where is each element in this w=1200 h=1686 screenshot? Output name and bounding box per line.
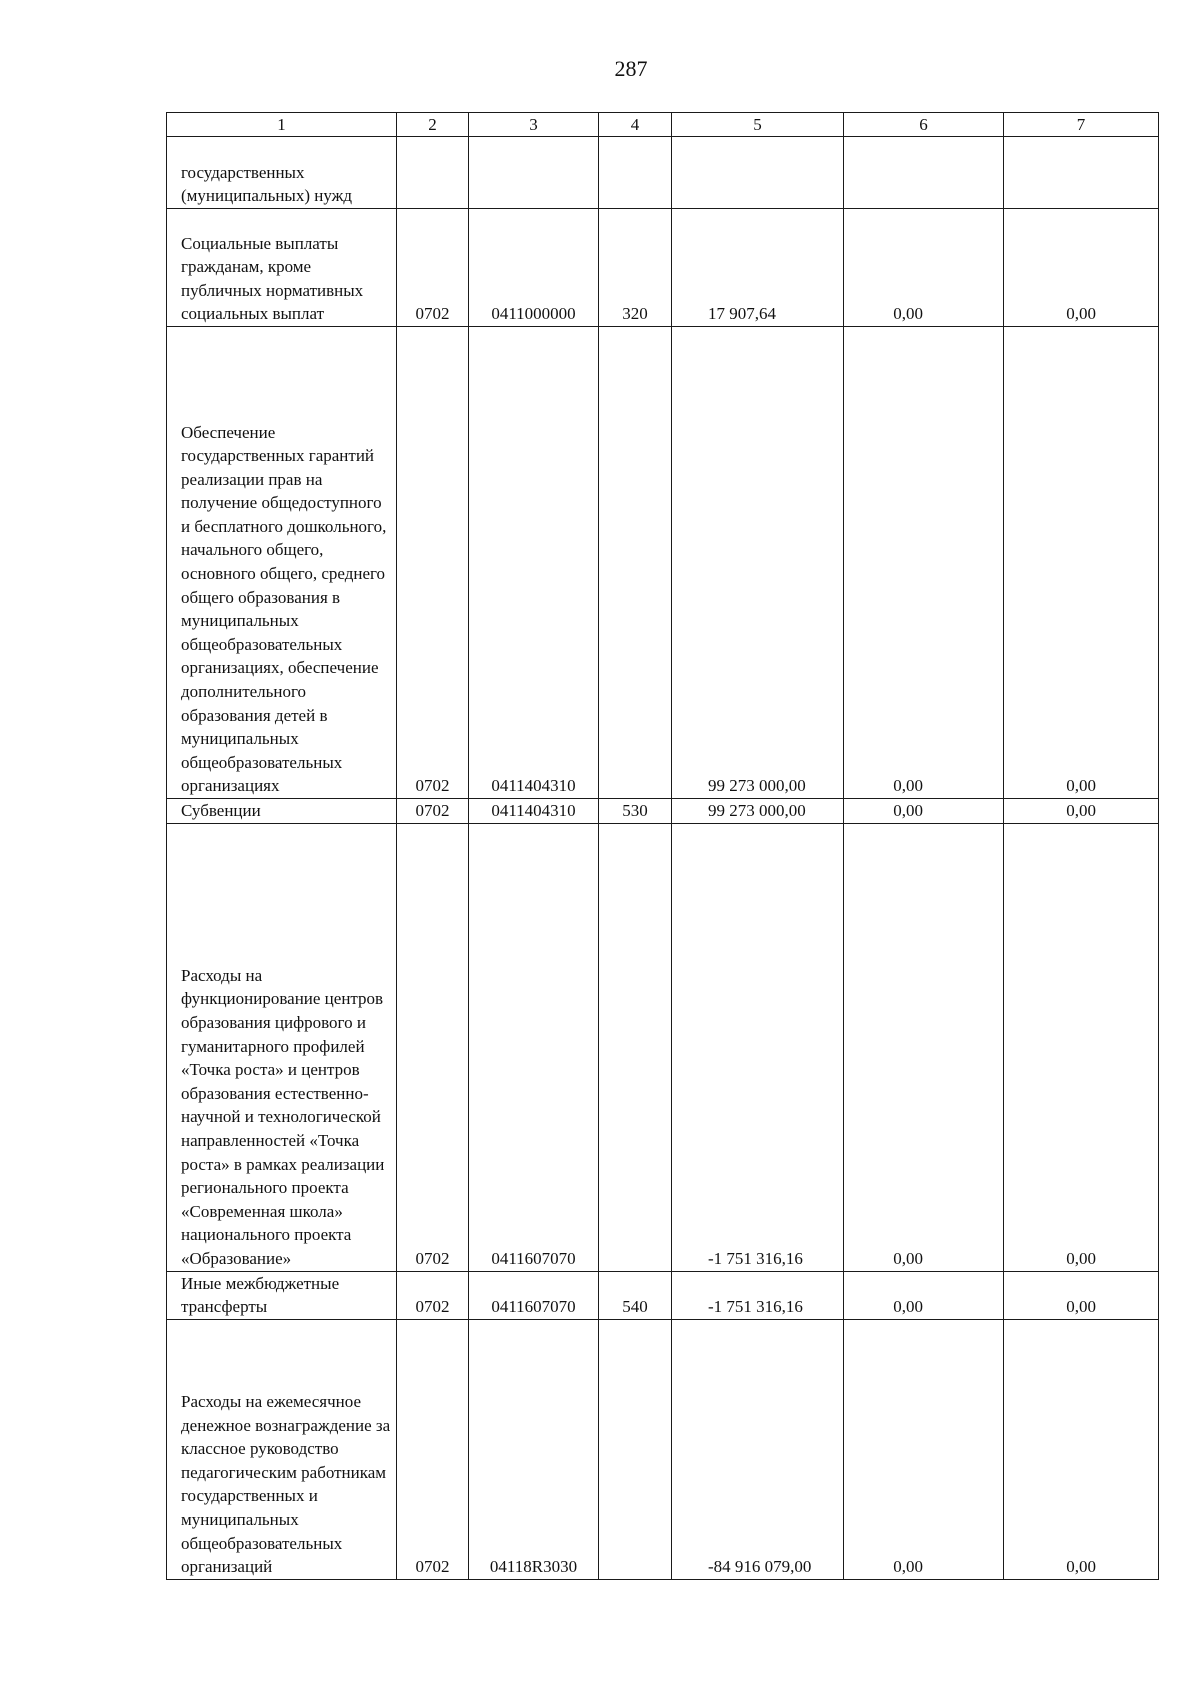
row-target: 0411404310 (469, 327, 599, 799)
table-row (167, 209, 1159, 327)
table-header (167, 113, 1159, 137)
row-value6: 0,00 (844, 1319, 1004, 1579)
row-value6: 0,00 (844, 799, 1004, 824)
row-value7: 0,00 (1004, 1319, 1159, 1579)
row-value5: 17 907,64 (672, 209, 844, 327)
column-header: 2 (397, 113, 469, 137)
row-value7 (1004, 137, 1159, 209)
table-row (167, 327, 1159, 799)
row-value7: 0,00 (1004, 823, 1159, 1271)
row-value6: 0,00 (844, 327, 1004, 799)
column-header: 5 (672, 113, 844, 137)
row-section: 0702 (397, 209, 469, 327)
row-section: 0702 (397, 823, 469, 1271)
row-value7: 0,00 (1004, 1271, 1159, 1319)
row-value6 (844, 137, 1004, 209)
row-value6: 0,00 (844, 1271, 1004, 1319)
row-section (397, 137, 469, 209)
row-section: 0702 (397, 327, 469, 799)
row-value7: 0,00 (1004, 209, 1159, 327)
row-value5: -84 916 079,00 (672, 1319, 844, 1579)
budget-table (166, 112, 1159, 1580)
row-value5: 99 273 000,00 (672, 327, 844, 799)
row-section: 0702 (397, 1319, 469, 1579)
row-value7: 0,00 (1004, 799, 1159, 824)
row-target: 0411000000 (469, 209, 599, 327)
row-type: 320 (599, 209, 672, 327)
row-target (469, 137, 599, 209)
table-row (167, 137, 1159, 209)
column-header: 1 (167, 113, 397, 137)
row-target: 04118R3030 (469, 1319, 599, 1579)
row-type (599, 327, 672, 799)
table-row (167, 823, 1159, 1271)
row-value5: -1 751 316,16 (672, 1271, 844, 1319)
row-target: 0411404310 (469, 799, 599, 824)
row-type (599, 1319, 672, 1579)
row-value5: -1 751 316,16 (672, 823, 844, 1271)
row-type: 540 (599, 1271, 672, 1319)
row-value7: 0,00 (1004, 327, 1159, 799)
header-row (167, 113, 1159, 137)
page-number: 287 (614, 56, 648, 81)
row-section: 0702 (397, 799, 469, 824)
row-name: Субвенции (167, 799, 397, 824)
column-header: 4 (599, 113, 672, 137)
row-target: 0411607070 (469, 823, 599, 1271)
column-header: 6 (844, 113, 1004, 137)
row-value5: 99 273 000,00 (672, 799, 844, 824)
row-type (599, 137, 672, 209)
row-name: Обеспечение государственных гарантий реализации прав на получение общедоступного и бесплатного дошкольного, начального общего, основного общего, среднего общего образования в муниципальных общеобразовательных организациях, обеспечение дополнительного образования детей в муниципальных общеобразовательных организациях (167, 327, 397, 799)
table-body (167, 137, 1159, 1580)
row-name: Иные межбюджетные трансферты (167, 1271, 397, 1319)
table-row (167, 1319, 1159, 1579)
row-value6: 0,00 (844, 823, 1004, 1271)
table-row (167, 799, 1159, 824)
row-type: 530 (599, 799, 672, 824)
row-name: государственных (муниципальных) нужд (167, 137, 397, 209)
row-name: Расходы на ежемесячное денежное вознаграждение за классное руководство педагогическим работникам государственных и муниципальных общеобразовательных организаций (167, 1319, 397, 1579)
row-value6: 0,00 (844, 209, 1004, 327)
row-name: Социальные выплаты гражданам, кроме публичных нормативных социальных выплат (167, 209, 397, 327)
row-target: 0411607070 (469, 1271, 599, 1319)
table-row (167, 1271, 1159, 1319)
row-type (599, 823, 672, 1271)
row-value5 (672, 137, 844, 209)
column-header: 7 (1004, 113, 1159, 137)
row-name: Расходы на функционирование центров образования цифрового и гуманитарного профилей «Точка роста» и центров образования естественно-научной и технологической направленностей «Точка роста» в рамках реализации регионального проекта «Современная школа» национального проекта «Образование» (167, 823, 397, 1271)
row-section: 0702 (397, 1271, 469, 1319)
column-header: 3 (469, 113, 599, 137)
